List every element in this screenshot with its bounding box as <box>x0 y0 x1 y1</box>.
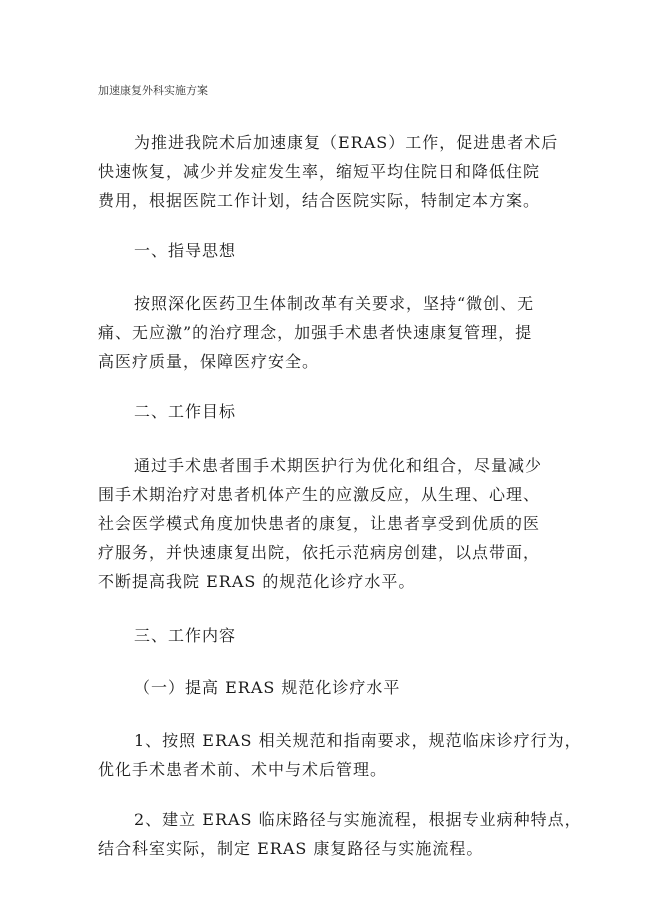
item-1-paragraph <box>98 726 582 784</box>
paragraph-line: 通过手术患者围手术期医护行为优化和组合，尽量减少 <box>134 456 543 475</box>
paragraph-line: 围手术期治疗对患者机体产生的应激反应，从生理、心理、 <box>98 485 541 504</box>
paragraph-line: 不断提高我院 ERAS 的规范化诊疗水平。 <box>98 572 416 591</box>
intro-line: 快速恢复，减少并发症发生率，缩短平均住院日和降低住院 <box>98 162 541 181</box>
paragraph-line: 按照深化医药卫生体制改革有关要求，坚持“微创、无 <box>134 294 535 313</box>
paragraph-line: 疗服务，并快速康复出院，依托示范病房创建，以点带面， <box>98 543 541 562</box>
paragraph-line: 优化手术患者术前、术中与术后管理。 <box>98 760 388 779</box>
intro-line: 费用，根据医院工作计划，结合医院实际，特制定本方案。 <box>98 191 541 210</box>
work-goals-paragraph <box>98 451 568 596</box>
section-heading-guiding-ideology: 一、指导思想 <box>134 241 237 260</box>
section-heading-work-goals: 二、工作目标 <box>134 402 237 421</box>
intro-line: 为推进我院术后加速康复（ERAS）工作，促进患者术后 <box>134 133 559 152</box>
paragraph-line: 痛、无应激”的治疗理念，加强手术患者快速康复管理，提 <box>98 323 533 342</box>
paragraph-line: 社会医学模式角度加快患者的康复，让患者享受到优质的医 <box>98 514 541 533</box>
guiding-ideology-paragraph <box>98 289 568 376</box>
paragraph-line: 1、按照 ERAS 相关规范和指南要求，规范临床诊疗行为， <box>134 731 582 750</box>
item-2-paragraph <box>98 805 582 863</box>
paragraph-line: 高医疗质量，保障医疗安全。 <box>98 352 320 371</box>
document-header: 加速康复外科实施方案 <box>98 84 208 97</box>
section-heading-work-content: 三、工作内容 <box>134 626 237 645</box>
intro-paragraph <box>98 128 568 215</box>
paragraph-line: 2、建立 ERAS 临床路径与实施流程，根据专业病种特点， <box>134 810 582 829</box>
paragraph-line: 结合科室实际，制定 ERAS 康复路径与实施流程。 <box>98 839 484 858</box>
subsection-heading-eras-standard: （一）提高 ERAS 规范化诊疗水平 <box>134 678 401 697</box>
